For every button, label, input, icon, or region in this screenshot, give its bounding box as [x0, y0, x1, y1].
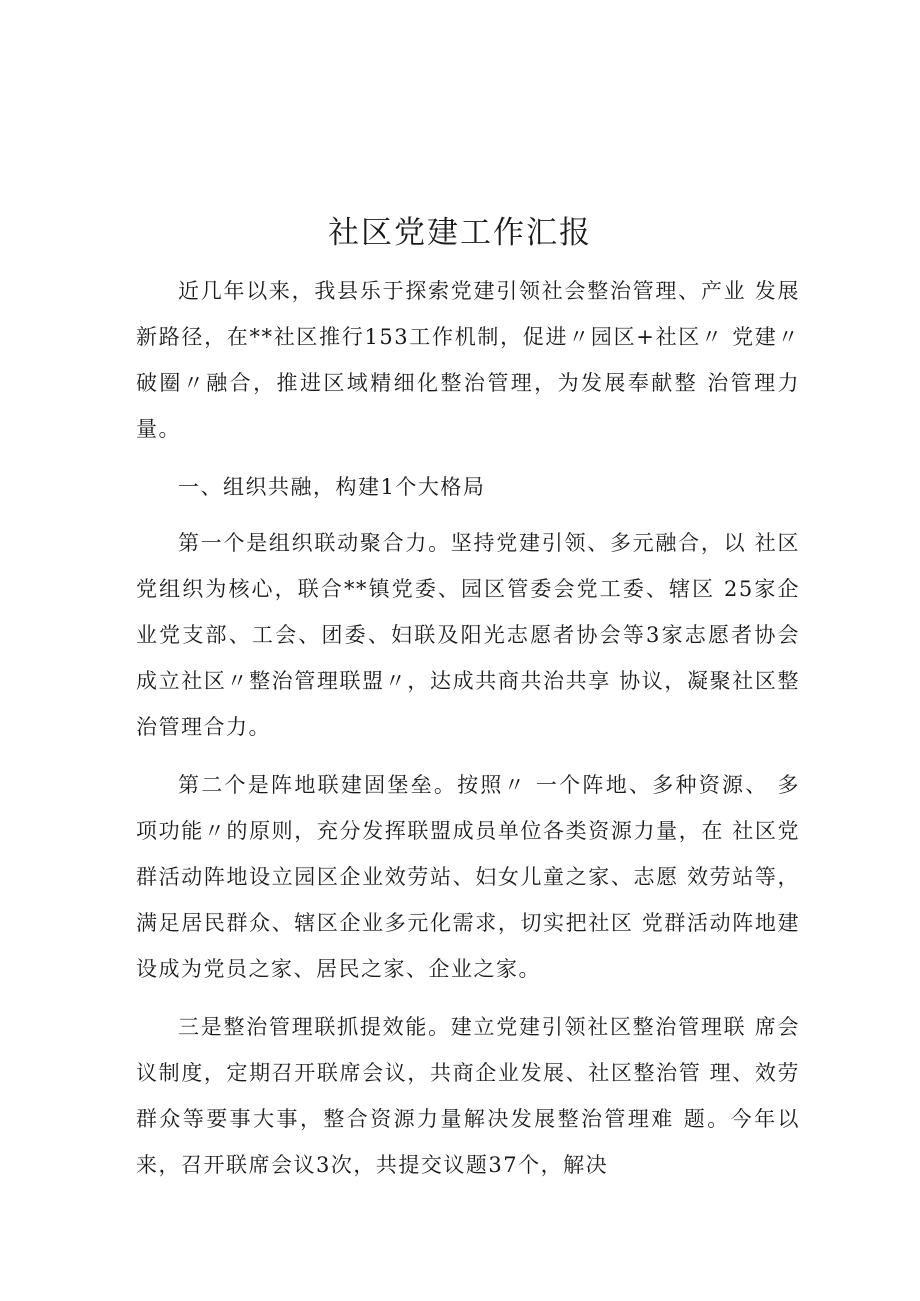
paragraph-position: 第二个是阵地联建固堡垒。按照〃 一个阵地、多种资源、 多项功能〃的原则，充分发挥联盟成员单位各类资源力量，在 社区党群活动阵地设立园区企业效劳站、妇女儿童之家、志愿 效劳站等，满足居民群众、辖区企业多元化需求，切实把社区 党群活动阵地建设成为党员之家、居民之家、企业之家。 — [136, 773, 800, 981]
paragraph-intro: 近几年以来，我县乐于探索党建引领社会整治管理、产业 发展新路径，在**社区推行153工作机制，促进〃园区+社区〃 党建〃破圈〃融合，推进区域精细化整治管理，为发展奉献整 治管理力量。 — [136, 279, 800, 441]
section-heading: 一、组织共融，构建1个大格局 — [178, 475, 486, 499]
document-body — [136, 268, 800, 1200]
paragraph-organization: 第一个是组织联动聚合力。坚持党建引领、多元融合，以 社区党组织为核心，联合**镇党委、园区管委会党工委、辖区 25家企业党支部、工会、团委、妇联及阳光志愿者协会等3家志愿者协会成立社区〃整治管理联盟〃，达成共商共治共享 协议，凝聚社区整治管理合力。 — [136, 531, 800, 739]
document-title: 社区党建工作汇报 — [328, 215, 592, 251]
paragraph-governance: 三是整治管理联抓提效能。建立党建引领社区整治管理联 席会议制度，定期召开联席会议，共商企业发展、社区整治管 理、效劳群众等要事大事，整合资源力量解决发展整治管理难 题。今年以来，召开联席会议3次，共提交议题37个，解决 — [136, 1015, 800, 1177]
